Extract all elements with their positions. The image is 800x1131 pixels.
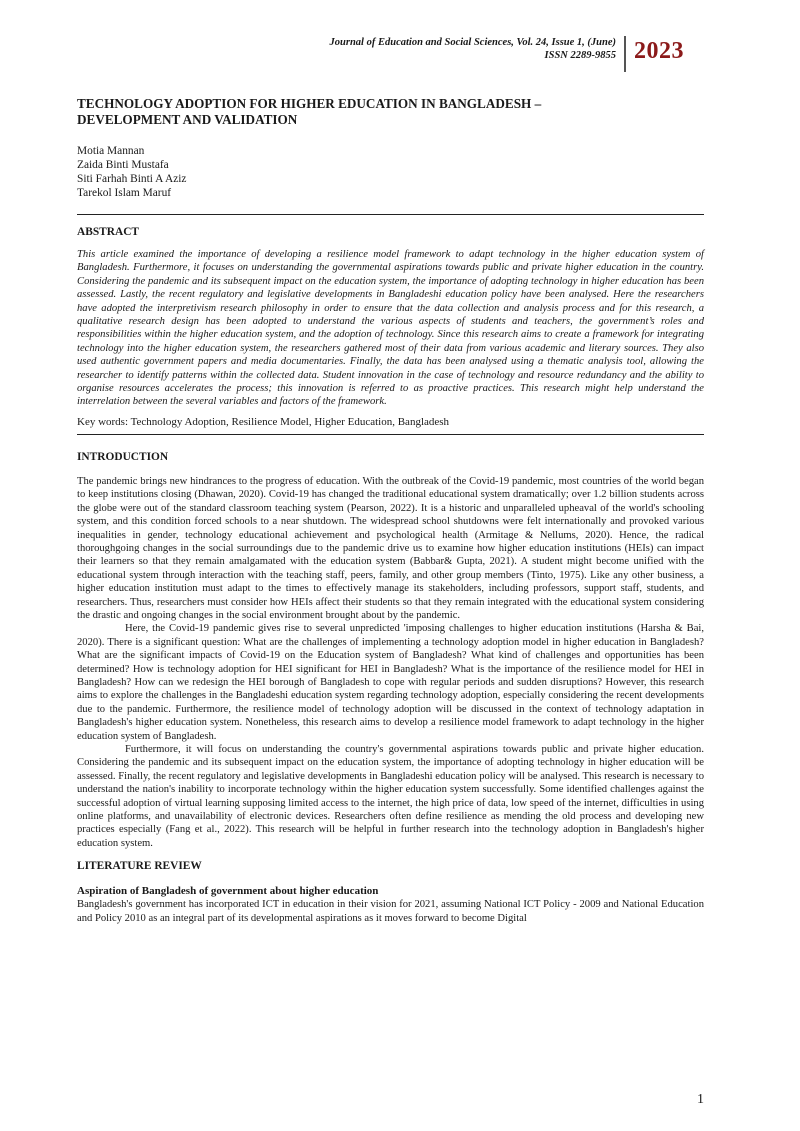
author: Siti Farhah Binti A Aziz [77, 173, 187, 185]
page-content [77, 96, 704, 925]
journal-citation [330, 36, 616, 62]
author: Motia Mannan [77, 145, 145, 157]
header-divider [624, 36, 626, 72]
title-line-2: DEVELOPMENT AND VALIDATION [77, 112, 298, 127]
abstract-heading: ABSTRACT [77, 226, 140, 238]
author: Zaida Binti Mustafa [77, 159, 169, 171]
journal-issn: ISSN 2289-9855 [544, 50, 616, 61]
paper-title [77, 96, 704, 128]
literature-subheading: Aspiration of Bangladesh of government about higher education [77, 885, 379, 898]
intro-paragraph: Here, the Covid-19 pandemic gives rise to several unpredicted 'imposing challenges to higher education institutions (Harsha & Bai, 2020). There is a significant question: What are the challenges of implementing a technology adoption model in higher education in Bangladesh? What are the significant impacts of Covid-19 on the Education system of Bangladesh? What kind of challenges and opportunities has been determined? How is technology adoption for HEI significant for HEI in Bangladesh? What is the importance of the resilience model for HEI in Bangladesh? How can we redesign the HEI borough of Bangladesh to cope with regular periods and sudden disruptions? However, this research aims to explore the challenges in the Bangladeshi education system regarding technology adoption, especially considering the recent developments due to the pandemic. Furthermore, the resilience model of technology adoption will be discussed in the context of technology adaptation in Bangladesh's higher education system. Nonetheless, this research aims to develop a resilience model framework to adapt technology in the higher education system of Bangladesh. [77, 623, 704, 742]
divider-rule [77, 214, 704, 215]
title-line-1: TECHNOLOGY ADOPTION FOR HIGHER EDUCATION IN BANGLADESH – [77, 96, 542, 111]
running-header [0, 36, 800, 76]
author-list [77, 144, 704, 200]
journal-line-1: Journal of Education and Social Sciences, Vol. 24, Issue 1, (June) [329, 37, 616, 48]
journal-year: 2023 [634, 38, 684, 64]
page-number: 1 [697, 1092, 704, 1107]
intro-paragraph: The pandemic brings new hindrances to the progress of education. With the outbreak of the Covid-19 pandemic, most countries of the world began to keep institutions closing (Dhawan, 2020). Covid-19 has changed the traditional educational system dramatically; over 1.2 billion students across the globe were out of the standard classroom teaching system (Pearson, 2022). It is a historic and unparalleled upheaval of the world's schooling system, and this condition forced schools to a near shutdown. The widespread school shutdowns were felt internationally and provoked various inequalities in gender, technology educational achievement and psychological health (Armitage & Nellums, 2020). Hence, the radical thoroughgoing changes in the social surroundings due to the pandemic drive us to examine how higher education institutions (HEIs) can impact their learners so that they remain amalgamated with the education system (Babbar& Gupta, 2021). A student might become unified with the educational system through interaction with the teaching staff, peers, family, and other group members (Tinto, 1975). Like any other business, a higher education institution must adapt to the times to effectively manage its stakeholders, including professors, support staff, students, and researchers. Thus, researchers must consider how HEIs affect their students so that they remain integrated with the educational system considering the drastic and ongoing changes in the social environment brought about by the pandemic. [77, 475, 704, 621]
intro-paragraph: Furthermore, it will focus on understanding the country's governmental aspirations towards public and private higher education. Considering the pandemic and its subsequent impact on the education system, the importance of adopting technology in higher education will be assessed. Finally, the recent regulatory and legislative developments in Bangladeshi education policy will be analysed. This research is necessary to understand the nation's inability to incorporate technology within the higher education system successfully. Some identified challenges against the successful adoption of virtual learning supposing limited access to the internet, the high price of data, low speed of the internet, difficulties in using online platforms, and unavailability of electronic devices. Researchers often define resilience as mending the old process and developing new practices especially (Fang et al., 2022). This research will be helpful in further research into the technology adoption in Bangladesh's higher education system. [77, 744, 704, 849]
author: Tarekol Islam Maruf [77, 187, 172, 199]
keywords: Key words: Technology Adoption, Resilience Model, Higher Education, Bangladesh [77, 415, 450, 428]
divider-rule [77, 434, 704, 435]
introduction-heading: INTRODUCTION [77, 450, 169, 463]
abstract-text: This article examined the importance of developing a resilience model framework to adapt technology in the higher education system of Bangladesh. Furthermore, it focuses on understanding the governmental aspirations towards public and private higher education in the country. Considering the pandemic and its subsequent impact on the education system, the importance of adopting technology in higher education has been assessed. Lastly, the recent regulatory and legislative developments in Bangladeshi education policy have been analysed. Here the researchers have adopted the interpretivism research philosophy in order to ensure that the data collection and analysis process and for this research, a qualitative research design has been adopted to understand the various aspects of students and teachers, the government’s roles and responsibilities within the higher education system, and the adoption of technology. Since this research aims to create a framework for integrating technology into the higher education system, the researchers gathered most of their data from various academic and literary sources. They also used authentic government papers and media documentaries. Finally, the data has been analysed using a thematic analysis tool, allowing the researcher to identify patterns within the collected data. Student innovation in the case of technology and resource redundancy and the ability to organise resources accelerates the process; this innovation is referred to as proactive practices. This research might help understand the interrelation between the several variables and factors of the framework. [77, 249, 704, 408]
literature-paragraph: Bangladesh's government has incorporated ICT in education in their vision for 2021, assuming National ICT Policy - 2009 and National Education and Policy 2010 as an integral part of its developmental aspirations as it moves forward to become Digital [77, 899, 704, 924]
literature-review-heading: LITERATURE REVIEW [77, 860, 202, 873]
